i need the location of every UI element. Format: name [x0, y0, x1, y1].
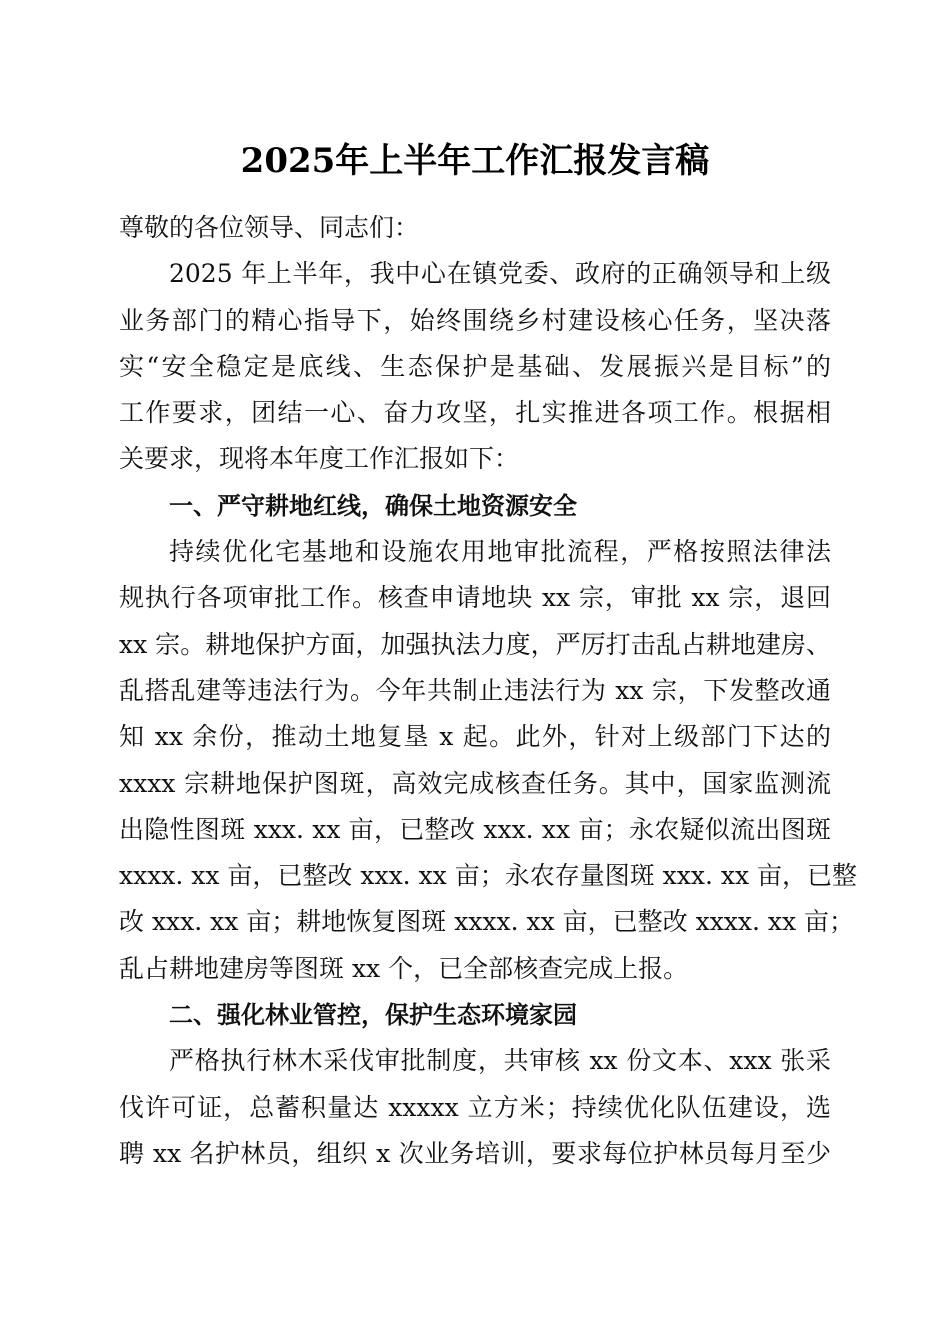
greeting: 尊敬的各位领导、同志们：	[119, 213, 420, 242]
paragraph-line: 聘 xx 名护林员，组织 x 次业务培训，要求每位护林员每月至少	[119, 1138, 831, 1168]
paragraph-line: 改 xxx. xx 亩；耕地恢复图斑 xxxx. xx 亩，已整改 xxxx. xx 亩；	[119, 907, 855, 937]
document-title: 2025年上半年工作汇报发言稿	[240, 141, 710, 181]
paragraph-line: 实“安全稳定是底线、生态保护是基础、发展振兴是目标”的	[119, 351, 831, 381]
paragraph-line: xxxx 宗耕地保护图斑，高效完成核查任务。其中，国家监测流	[119, 768, 831, 798]
paragraph-line: 乱搭乱建等违法行为。今年共制止违法行为 xx 宗，下发整改通	[119, 675, 831, 705]
paragraph-line: 出隐性图斑 xxx. xx 亩，已整改 xxx. xx 亩；永农疑似流出图斑	[119, 814, 831, 844]
paragraph-line: 持续优化宅基地和设施农用地审批流程，严格按照法律法	[169, 537, 831, 567]
section-2-paragraph	[119, 1038, 831, 1177]
paragraph-line: 严格执行林木采伐审批制度，共审核 xx 份文本、xxx 张采	[169, 1046, 831, 1076]
paragraph-line: 关要求，现将本年度工作汇报如下：	[119, 444, 520, 474]
paragraph-line: xxxx. xx 亩，已整改 xxx. xx 亩；永农存量图斑 xxx. xx 亩，已整	[119, 861, 858, 891]
paragraph-line: 工作要求，团结一心、奋力攻坚，扎实推进各项工作。根据相	[119, 398, 831, 428]
document-body	[119, 205, 858, 1177]
paragraph-line: 业务部门的精心指导下，始终围绕乡村建设核心任务，坚决落	[119, 305, 831, 335]
paragraph-line: 规执行各项审批工作。核查申请地块 xx 宗，审批 xx 宗，退回	[119, 583, 831, 613]
paragraph-line: 知 xx 余份，推动土地复垦 x 起。此外，针对上级部门下达的	[119, 722, 831, 752]
paragraph-line: xx 宗。耕地保护方面，加强执法力度，严厉打击乱占耕地建房、	[119, 629, 831, 659]
paragraph-line: 乱占耕地建房等图斑 xx 个，已全部核查完成上报。	[119, 953, 689, 983]
paragraph-line: 伐许可证，总蓄积量达 xxxxx 立方米；持续优化队伍建设，选	[119, 1092, 831, 1122]
section-heading-2: 二、强化林业管控，保护生态环境家园	[169, 1001, 577, 1030]
section-1-paragraph	[119, 529, 858, 992]
paragraph-line: 2025 年上半年，我中心在镇党委、政府的正确领导和上级	[169, 259, 831, 289]
section-heading-1: 一、严守耕地红线，确保土地资源安全	[169, 491, 577, 520]
intro-paragraph	[119, 251, 831, 482]
